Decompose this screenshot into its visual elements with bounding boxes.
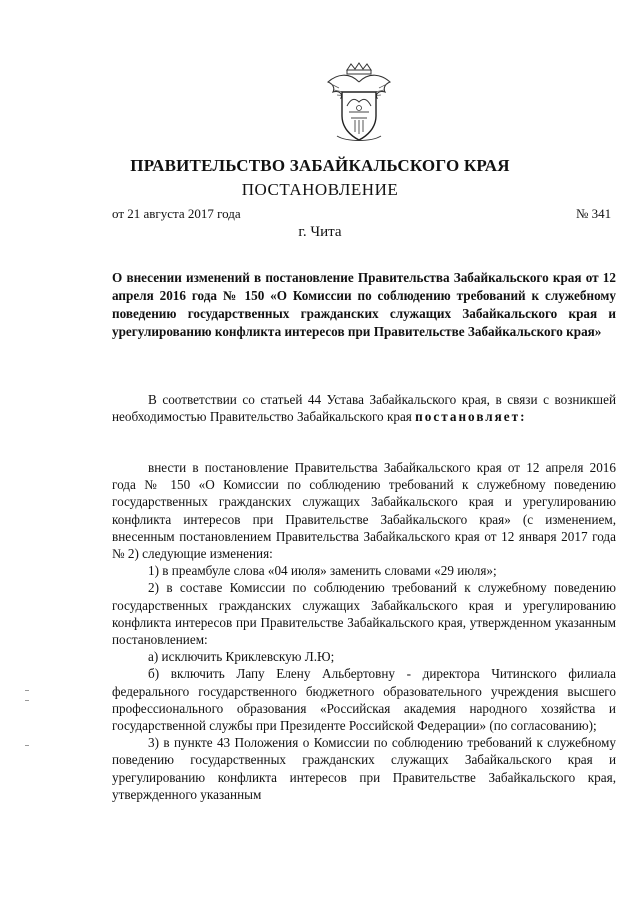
preamble-text: В соответствии со статьей 44 Устава Забайкальского края, в связи с возникшей необходимостью Правительство Забайкальского края [112, 392, 616, 425]
paragraph: б) включить Лапу Елену Альбертовну - директора Читинского филиала федерального государственного бюджетного образовательного учреждения высшего профессионального образования «Российская академия народного хозяйства и государственной службы при Президенте Российской Федерации» (по согласованию); [112, 666, 616, 734]
scan-mark [25, 700, 29, 701]
coat-of-arms-emblem [325, 62, 393, 146]
document-title: О внесении изменений в постановление Правительства Забайкальского края от 12 апреля 2016 года № 150 «О Комиссии по соблюдению требований к служебному поведению государственных гражданских служащих Забайкальского края и урегулированию конфликта интересов при Правительстве Забайкальского края» [112, 270, 616, 339]
document-city: г. Чита [298, 224, 342, 240]
paragraph: а) исключить Криклевскую Л.Ю; [148, 649, 335, 665]
preamble [112, 391, 616, 425]
paragraph: 1) в преамбуле слова «04 июля» заменить словами «29 июля»; [148, 563, 497, 579]
preamble-keyword: постановляет: [415, 409, 527, 425]
paragraph: 3) в пункте 43 Положения о Комиссии по соблюдению требований к служебному поведению государственных гражданских служащих Забайкальского края и урегулированию конфликта интересов при Правительстве Забайкальского края, утвержденного указанным [112, 735, 616, 802]
document-date: от 21 августа 2017 года [112, 206, 241, 221]
scan-mark [25, 745, 29, 746]
paragraph: внести в постановление Правительства Забайкальского края от 12 апреля 2016 года № 150 «О Комиссии по соблюдению требований к служебному поведению государственных гражданских служащих Забайкальского края и урегулированию конфликта интересов при Правительстве Забайкальского края» (с изменением, внесенным постановлением Правительства Забайкальского края от 12 января 2017 года № 2) следующие изменения: [112, 460, 616, 562]
document-number: № 341 [576, 206, 612, 221]
paragraph: 2) в составе Комиссии по соблюдению требований к служебному поведению государственных гражданских служащих Забайкальского края и урегулированию конфликта интересов при Правительстве Забайкальского края, утвержденном указанным постановлением: [112, 580, 616, 648]
document-type: ПОСТАНОВЛЕНИЕ [241, 180, 399, 199]
scan-mark [25, 690, 29, 691]
body-text [112, 459, 616, 803]
organization-name: ПРАВИТЕЛЬСТВО ЗАБАЙКАЛЬСКОГО КРАЯ [130, 156, 510, 175]
